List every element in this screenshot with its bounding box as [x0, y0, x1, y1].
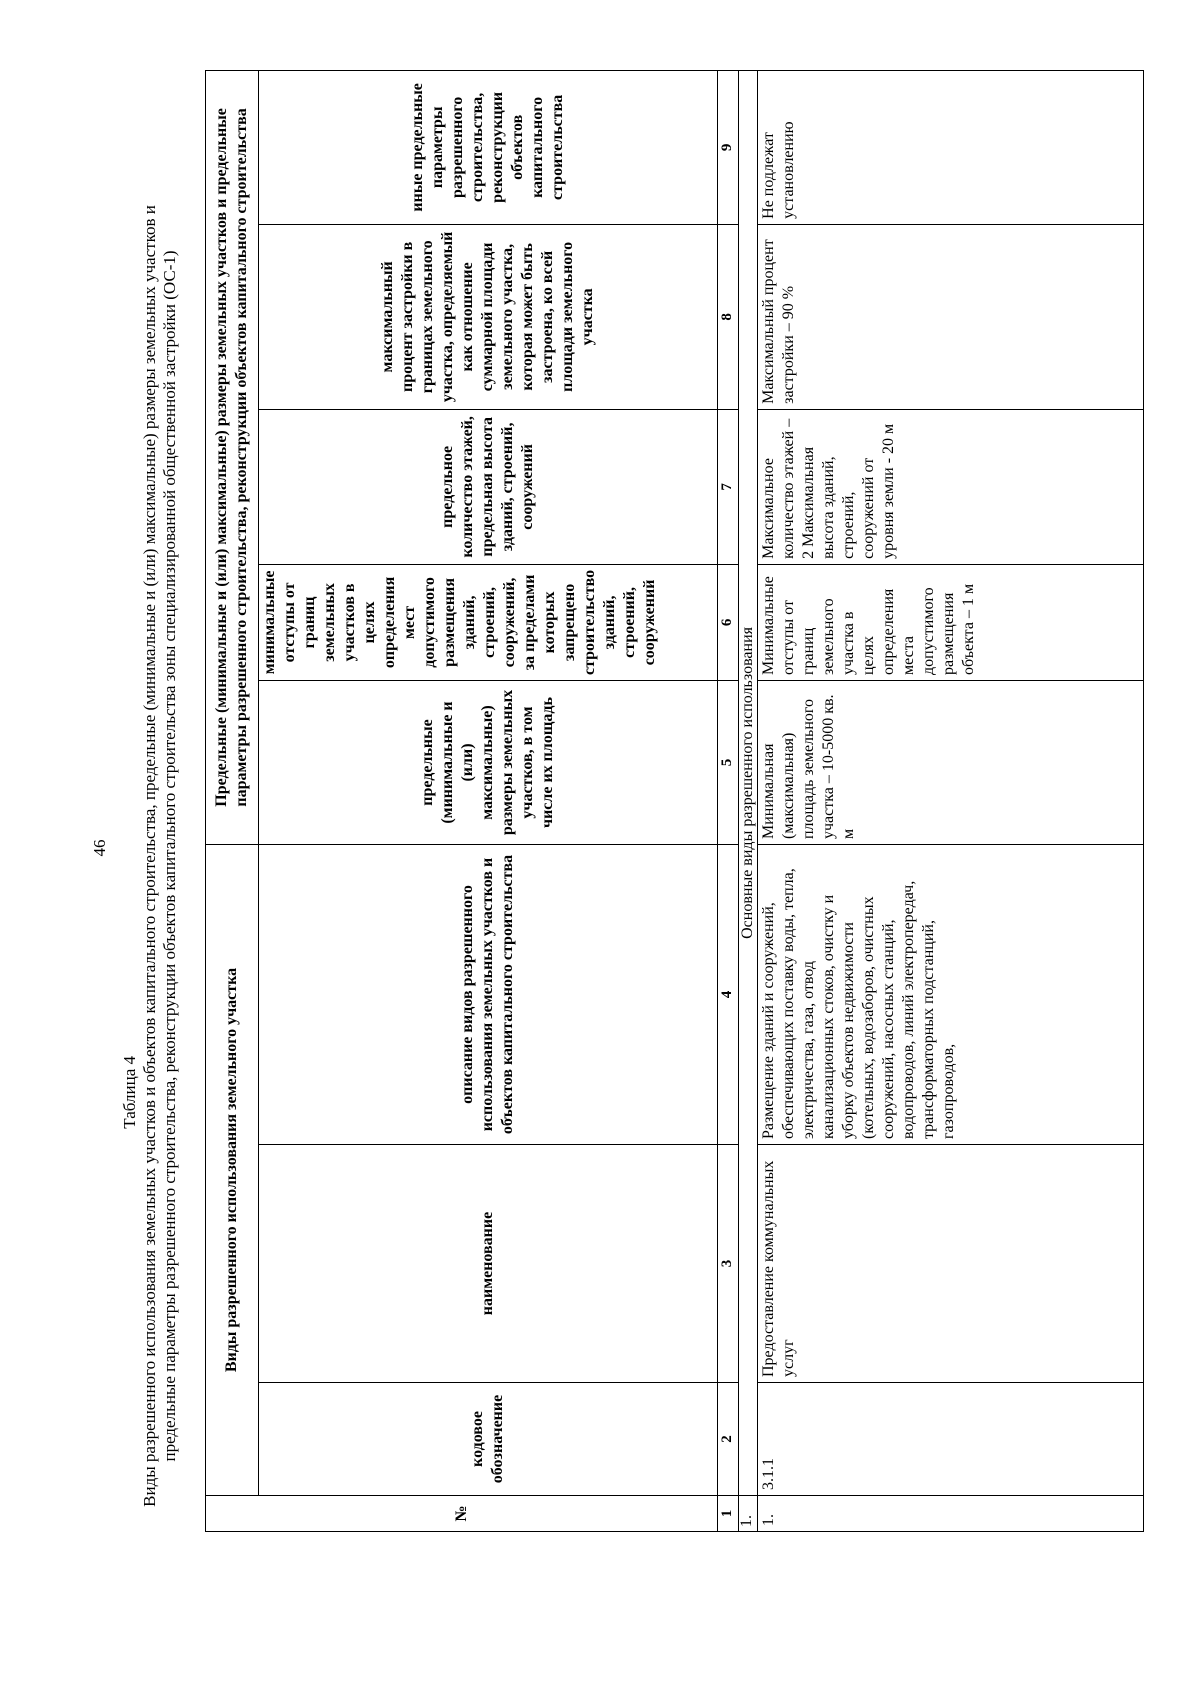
header-floors: предельное количество этажей, предельная высота зданий, строений, сооружений	[259, 409, 718, 564]
column-number-8: 8	[718, 224, 739, 409]
header-other: иные предельные параметры разрешенного строительства, реконструкции объектов капитального строительства	[259, 70, 718, 224]
section-number: 1.	[739, 1496, 758, 1532]
row-floors: Максимальное количество этажей – 2 Максимальная высота зданий, строений, сооружений от уровня земли - 20 м	[758, 409, 1144, 564]
row-area: Минимальная (максимальная) площадь земельного участка – 10-5000 кв. м	[758, 681, 1144, 845]
header-area: предельные (минимальные и (или) максимальные) размеры земельных участков, в том числе их площадь	[259, 681, 718, 845]
column-number-4: 4	[718, 845, 739, 1145]
row-description: Размещение зданий и сооружений, обеспечивающих поставку воды, тепла, электричества, газа, отвод канализационных стоков, очистку и уборку объектов недвижимости (котельных, водозаборов, очистных сооружений, насосных станций, водопроводов, линий электропередач, трансформаторных подстанций, газопроводов,	[758, 845, 1144, 1145]
header-group-params: Предельные (минимальные и (или) максимальные) размеры земельных участков и предельные параметры разрешенного строительства, реконструкции объектов капитального строительства	[206, 70, 259, 844]
page-number: 46	[90, 839, 109, 857]
header-coverage: максимальный процент застройки в границах земельного участка, определяемый как отношение суммарной площади земельного участка, которая может быть застроена, ко всей площади земельного участка	[259, 224, 718, 409]
table-row	[758, 70, 1144, 1531]
header-description: описание видов разрешенного использования земельных участков и объектов капитального строительства	[259, 845, 718, 1145]
row-setback: Минимальные отступы от границ земельного участка в целях определения места допустимого размещения объекта – 1 м	[758, 564, 1144, 680]
column-number-3: 3	[718, 1145, 739, 1383]
table-caption: Таблица 4	[120, 1056, 139, 1129]
section-title: Основные виды разрешенного использования	[739, 70, 758, 1495]
header-code: кодовое обозначение	[259, 1383, 718, 1496]
column-number-9: 9	[718, 70, 739, 224]
row-code: 3.1.1	[758, 1383, 1144, 1496]
column-number-5: 5	[718, 681, 739, 845]
header-setback: минимальные отступы от границ земельных участков в целях определения мест допустимого размещения зданий, строений, сооружений, за пределами которых запрещено строительство зданий, строений, сооружений	[259, 564, 718, 680]
row-number: 1.	[758, 1496, 1144, 1532]
column-number-6: 6	[718, 564, 739, 680]
column-number-7: 7	[718, 409, 739, 564]
row-name: Предоставление коммунальных услуг	[758, 1145, 1144, 1383]
zoning-table	[205, 70, 1144, 1532]
row-other: Не подлежат установлению	[758, 70, 1144, 224]
document-title: Виды разрешенного использования земельных участков и объектов капитального строительства, предельные (минимальные и (или) максимальные) размеры земельных участков и предельные параметры разрешенного строительства, реконструкции объектов капитального строительства зоны специализированной общественной застройки (ОС-1)	[140, 205, 179, 1507]
column-number-1: 1	[718, 1496, 739, 1532]
column-number-2: 2	[718, 1383, 739, 1496]
row-coverage: Максимальный процент застройки – 90 %	[758, 224, 1144, 409]
header-num: №	[206, 1496, 718, 1532]
header-name: наименование	[259, 1145, 718, 1383]
header-group-vri: Виды разрешенного использования земельного участка	[206, 845, 259, 1496]
